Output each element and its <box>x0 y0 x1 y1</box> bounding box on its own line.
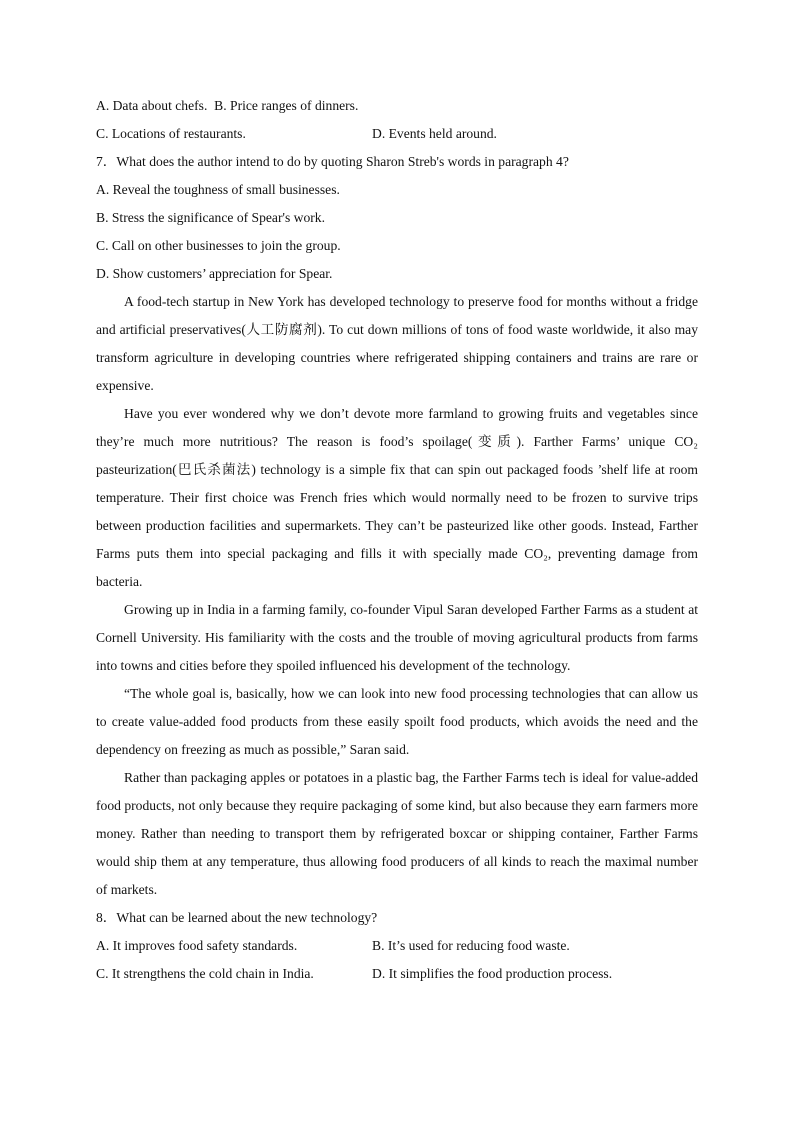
q6-option-d: D. Events held around. <box>372 126 497 141</box>
q7-option-b: B. Stress the significance of Spear's work. <box>96 210 325 225</box>
exam-page <box>96 92 698 988</box>
q8-options-row-1 <box>96 932 698 960</box>
q7-option-d: D. Show customers’ appreciation for Spear. <box>96 266 333 281</box>
q8-options-row-2 <box>96 960 698 988</box>
q8-stem: 8．What can be learned about the new technology? <box>96 910 378 925</box>
q8-option-a: A. It improves food safety standards. <box>96 938 298 953</box>
passage-paragraph-3: Growing up in India in a farming family, co-founder Vipul Saran developed Farther Farms as a student at Cornell University. His familiarity with the costs and the trouble of moving agricultural products from farms into towns and cities before they spoiled influenced his development of the technology. <box>96 602 698 673</box>
q7-option-a: A. Reveal the toughness of small businesses. <box>96 182 340 197</box>
passage-paragraph-2: Have you ever wondered why we don’t devote more farmland to growing fruits and vegetables since they’re much more nutritious? The reason is food’s spoilage(变质). Farther Farms’ unique CO₂ pasteurization(巴氏杀菌法) technology is a simple fix that can spin out packaged foods ’shelf life at room temperature. Their first choice was French fries which would normally need to be frozen to survive trips between production facilities and supermarkets. They can’t be pasteurized like other goods. Instead, Farther Farms puts them into special packaging and fills it with specially made CO₂, preventing damage from bacteria. <box>96 406 698 589</box>
passage-paragraph-4: “The whole goal is, basically, how we can look into new food processing technologies that can allow us to create value-added food products from these easily spoilt food products, which avoids the need and the dependency on freezing as much as possible,” Saran said. <box>96 686 698 757</box>
q8-option-b: B. It’s used for reducing food waste. <box>372 938 570 953</box>
q7-stem: 7．What does the author intend to do by quoting Sharon Streb's words in paragraph 4? <box>96 154 569 169</box>
passage-paragraph-5: Rather than packaging apples or potatoes in a plastic bag, the Farther Farms tech is ideal for value-added food products, not only because they require packaging of some kind, but also because they earn farmers more money. Rather than needing to transport them by refrigerated boxcar or shipping container, Farther Farms would ship them at any temperature, thus allowing food producers of all kinds to reach the maximal number of markets. <box>96 770 698 897</box>
q6-option-a: A. Data about chefs. <box>96 98 208 113</box>
q6-option-b: B. Price ranges of dinners. <box>214 98 359 113</box>
q6-options-row-2 <box>96 120 698 148</box>
q6-option-c: C. Locations of restaurants. <box>96 126 246 141</box>
passage-paragraph-1: A food-tech startup in New York has developed technology to preserve food for months without a fridge and artificial preservatives(人工防腐剂). To cut down millions of tons of food waste worldwide, it also may transform agriculture in developing countries where refrigerated shipping containers and trains are rare or expensive. <box>96 294 698 393</box>
q7-option-c: C. Call on other businesses to join the group. <box>96 238 341 253</box>
q8-option-d: D. It simplifies the food production process. <box>372 966 613 981</box>
q6-options-row-1 <box>96 92 698 120</box>
q8-option-c: C. It strengthens the cold chain in India. <box>96 966 314 981</box>
